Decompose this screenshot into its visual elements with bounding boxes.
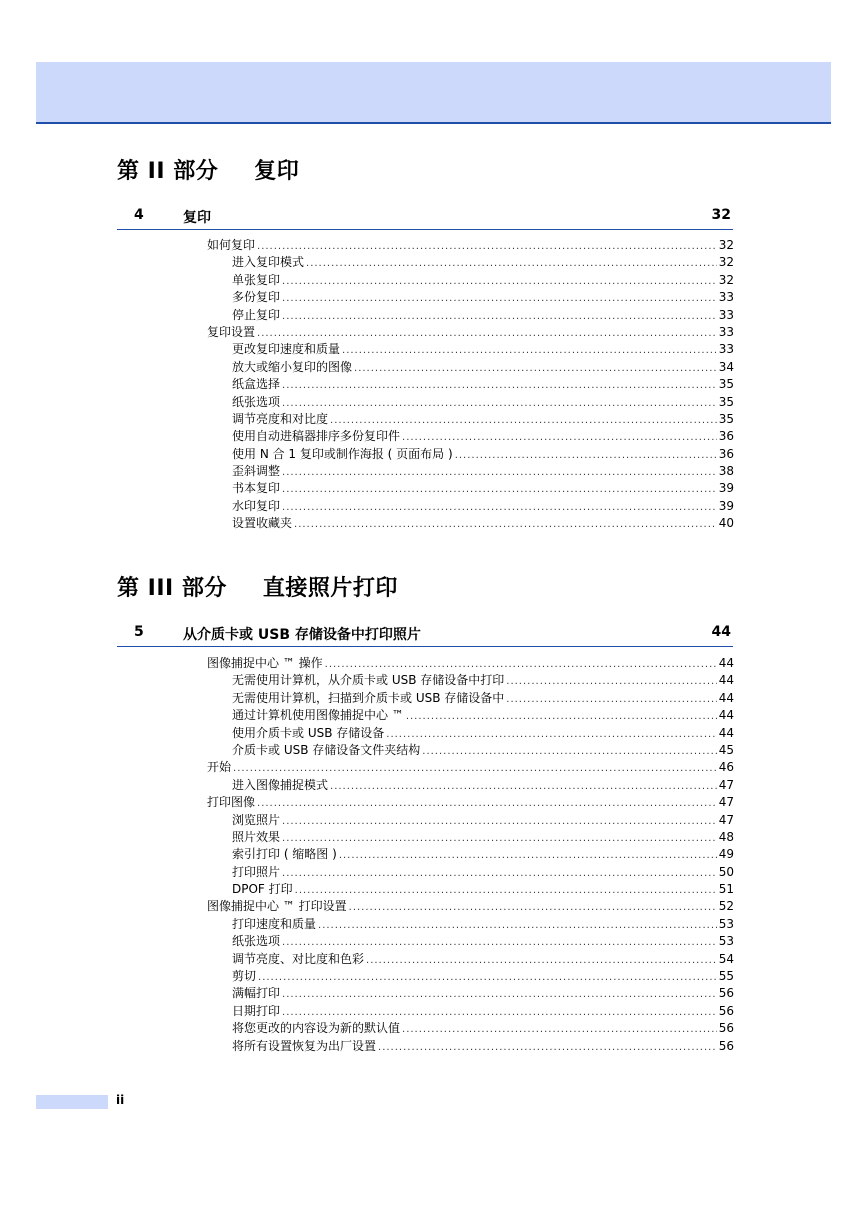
toc-entry-page: 47: [718, 777, 734, 792]
part3-title: 直接照片打印: [262, 576, 398, 601]
toc-entry[interactable]: [207, 933, 734, 950]
toc-entry[interactable]: [207, 759, 734, 776]
toc-entry-title: 纸张选项: [232, 394, 281, 409]
toc-entry-title: 书本复印: [232, 481, 281, 496]
toc-entry[interactable]: [207, 829, 734, 846]
chapter-number: 5: [134, 624, 144, 640]
toc-entry[interactable]: [207, 1003, 734, 1020]
toc-entry-title: 图像捕捉中心 ™ 打印设置: [207, 899, 347, 914]
dot-leader: [233, 760, 717, 777]
toc-entry-title: 将您更改的内容设为新的默认值: [232, 1021, 401, 1036]
dot-leader: [306, 255, 717, 272]
toc-entry-page: 39: [718, 481, 734, 496]
toc-entry-title: 歪斜调整: [232, 464, 281, 479]
toc-entry-page: 32: [718, 272, 734, 287]
toc-entry[interactable]: [207, 742, 734, 759]
toc-entry-title: 停止复印: [232, 307, 281, 322]
dot-leader: [257, 238, 717, 255]
dot-leader: [366, 952, 717, 969]
toc-entry[interactable]: [207, 341, 734, 358]
toc-entry[interactable]: [207, 515, 734, 532]
toc-entry-page: 56: [718, 1021, 734, 1036]
toc-entry-page: 44: [718, 725, 734, 740]
toc-entry-page: 48: [718, 829, 734, 844]
toc-entry-title: 打印速度和质量: [232, 916, 317, 931]
dot-leader: [318, 917, 717, 934]
dot-leader: [330, 412, 717, 429]
dot-leader: [330, 778, 717, 795]
toc-entry-page: 36: [718, 446, 734, 461]
toc-entry-page: 45: [718, 742, 734, 757]
toc-entry[interactable]: [207, 376, 734, 393]
dot-leader: [282, 395, 717, 412]
dot-leader: [282, 986, 717, 1003]
dot-leader: [295, 882, 717, 899]
chapter-5-heading[interactable]: [117, 624, 733, 647]
toc-entry[interactable]: [207, 725, 734, 742]
toc-entry[interactable]: [207, 254, 734, 271]
toc-entry-page: 56: [718, 1003, 734, 1018]
toc-entry-title: 进入图像捕捉模式: [232, 777, 329, 792]
toc-entry-page: 35: [718, 411, 734, 426]
toc-entry-page: 33: [718, 307, 734, 322]
toc-entry[interactable]: [207, 394, 734, 411]
toc-entry-page: 47: [718, 812, 734, 827]
toc-entry-page: 38: [718, 464, 734, 479]
toc-entry[interactable]: [207, 428, 734, 445]
toc-entry-page: 33: [718, 324, 734, 339]
header-band: [36, 62, 831, 124]
chapter-page: 32: [711, 207, 731, 223]
chapter-4-heading[interactable]: [117, 207, 733, 230]
toc-entry-title: 浏览照片: [232, 812, 281, 827]
toc-entry-title: 介质卡或 USB 存储设备文件夹结构: [232, 742, 421, 757]
toc-entry-title: 满幅打印: [232, 986, 281, 1001]
toc-list-part3: [207, 655, 734, 1055]
part3-heading: [117, 571, 398, 602]
part2-label: 第 II 部分: [117, 159, 219, 184]
toc-entry[interactable]: [207, 707, 734, 724]
toc-entry-title: 多份复印: [232, 290, 281, 305]
dot-leader: [282, 377, 717, 394]
toc-entry-page: 32: [718, 238, 734, 252]
toc-entry[interactable]: [207, 324, 734, 341]
toc-entry[interactable]: [207, 812, 734, 829]
toc-list-part2: [207, 237, 734, 533]
toc-entry-title: 将所有设置恢复为出厂设置: [232, 1038, 377, 1053]
dot-leader: [294, 516, 717, 533]
toc-entry-title: 日期打印: [232, 1003, 281, 1018]
toc-entry-page: 35: [718, 394, 734, 409]
toc-entry-title: 无需使用计算机，从介质卡或 USB 存储设备中打印: [232, 673, 505, 688]
dot-leader: [354, 360, 717, 377]
dot-leader: [258, 969, 717, 986]
toc-entry-title: 使用介质卡或 USB 存储设备: [232, 725, 385, 740]
toc-entry[interactable]: [207, 951, 734, 968]
dot-leader: [282, 1004, 717, 1021]
dot-leader: [422, 743, 716, 760]
dot-leader: [342, 342, 717, 359]
dot-leader: [349, 899, 717, 916]
toc-entry[interactable]: [207, 307, 734, 324]
part3-label: 第 III 部分: [117, 576, 227, 601]
dot-leader: [282, 464, 717, 481]
toc-entry[interactable]: [207, 411, 734, 428]
toc-entry[interactable]: [207, 672, 734, 689]
toc-entry-title: 放大或缩小复印的图像: [232, 359, 353, 374]
toc-entry-page: 44: [718, 656, 734, 670]
toc-entry[interactable]: [207, 1038, 734, 1055]
toc-entry-page: 46: [718, 760, 734, 775]
dot-leader: [402, 429, 717, 446]
dot-leader: [282, 273, 717, 290]
toc-entry-page: 34: [718, 359, 734, 374]
toc-entry-title: 使用自动进稿器排序多份复印件: [232, 429, 401, 444]
toc-entry[interactable]: [207, 690, 734, 707]
dot-leader: [339, 847, 717, 864]
toc-entry-page: 49: [718, 847, 734, 862]
dot-leader: [378, 1039, 717, 1056]
toc-entry-page: 52: [718, 899, 734, 914]
dot-leader: [506, 691, 716, 708]
toc-entry[interactable]: [207, 968, 734, 985]
toc-entry-title: 调节亮度和对比度: [232, 411, 329, 426]
toc-entry-page: 50: [718, 864, 734, 879]
toc-entry-title: 设置收藏夹: [232, 516, 293, 531]
toc-entry[interactable]: [207, 916, 734, 933]
toc-entry-title: 纸盒选择: [232, 377, 281, 392]
dot-leader: [282, 290, 717, 307]
toc-entry-page: 54: [718, 951, 734, 966]
toc-entry-title: 剪切: [232, 969, 257, 984]
toc-entry[interactable]: [207, 237, 734, 254]
toc-entry[interactable]: [207, 655, 734, 672]
toc-entry-title: 开始: [207, 760, 232, 775]
footer-band: [36, 1095, 108, 1109]
toc-entry-page: 44: [718, 673, 734, 688]
toc-entry[interactable]: [207, 846, 734, 863]
toc-entry[interactable]: [207, 985, 734, 1002]
toc-entry-page: 36: [718, 429, 734, 444]
dot-leader: [282, 308, 717, 325]
toc-entry-page: 33: [718, 342, 734, 357]
toc-entry[interactable]: [207, 289, 734, 306]
toc-entry[interactable]: [207, 498, 734, 515]
toc-entry[interactable]: [207, 881, 734, 898]
chapter-title: 从介质卡或 USB 存储设备中打印照片: [183, 627, 421, 643]
toc-entry-page: 40: [718, 516, 734, 531]
toc-entry-page: 56: [718, 1038, 734, 1053]
toc-entry-page: 55: [718, 969, 734, 984]
dot-leader: [402, 1021, 717, 1038]
toc-entry-page: 44: [718, 708, 734, 723]
toc-entry[interactable]: [207, 272, 734, 289]
dot-leader: [386, 726, 716, 743]
dot-leader: [282, 934, 717, 951]
toc-entry[interactable]: [207, 864, 734, 881]
toc-entry[interactable]: [207, 777, 734, 794]
toc-entry-page: 33: [718, 290, 734, 305]
toc-entry-title: 如何复印: [207, 238, 256, 252]
toc-entry-page: 44: [718, 690, 734, 705]
dot-leader: [406, 708, 717, 725]
toc-entry-title: 无需使用计算机，扫描到介质卡或 USB 存储设备中: [232, 690, 505, 705]
toc-entry[interactable]: [207, 446, 734, 463]
toc-entry-title: 照片效果: [232, 829, 281, 844]
part2-heading: [117, 154, 299, 185]
chapter-number: 4: [134, 207, 144, 223]
toc-entry-title: 打印图像: [207, 795, 256, 810]
page-number: ii: [116, 1093, 125, 1107]
toc-entry-page: 35: [718, 377, 734, 392]
toc-entry-page: 39: [718, 498, 734, 513]
toc-entry-title: 纸张选项: [232, 934, 281, 949]
toc-entry-title: 通过计算机使用图像捕捉中心 ™: [232, 708, 404, 723]
toc-entry-title: 图像捕捉中心 ™ 操作: [207, 656, 323, 670]
toc-entry-page: 32: [718, 255, 734, 270]
toc-entry[interactable]: [207, 1020, 734, 1037]
toc-entry[interactable]: [207, 794, 734, 811]
dot-leader: [282, 499, 717, 516]
toc-entry-page: 53: [718, 916, 734, 931]
toc-entry[interactable]: [207, 480, 734, 497]
toc-entry-title: 调节亮度、对比度和色彩: [232, 951, 365, 966]
toc-entry-title: 索引打印 ( 缩略图 ): [232, 847, 337, 862]
toc-entry-title: 水印复印: [232, 498, 281, 513]
dot-leader: [282, 865, 717, 882]
toc-entry-title: 使用 N 合 1 复印或制作海报 ( 页面布局 ): [232, 446, 453, 461]
part2-title: 复印: [254, 159, 300, 184]
dot-leader: [257, 325, 717, 342]
dot-leader: [282, 481, 717, 498]
toc-entry-page: 56: [718, 986, 734, 1001]
toc-entry-title: 打印照片: [232, 864, 281, 879]
toc-entry-page: 47: [718, 795, 734, 810]
toc-entry[interactable]: [207, 359, 734, 376]
chapter-title: 复印: [183, 210, 211, 226]
toc-entry-title: 更改复印速度和质量: [232, 342, 341, 357]
chapter-page: 44: [711, 624, 731, 640]
toc-entry-title: 单张复印: [232, 272, 281, 287]
toc-entry-title: 进入复印模式: [232, 255, 305, 270]
dot-leader: [506, 673, 716, 690]
toc-entry-title: DPOF 打印: [232, 882, 293, 897]
toc-entry[interactable]: [207, 898, 734, 915]
toc-entry-page: 53: [718, 934, 734, 949]
dot-leader: [325, 656, 717, 673]
toc-entry-page: 51: [718, 882, 734, 897]
dot-leader: [257, 795, 717, 812]
dot-leader: [282, 830, 717, 847]
dot-leader: [282, 813, 717, 830]
toc-entry-title: 复印设置: [207, 324, 256, 339]
toc-entry[interactable]: [207, 463, 734, 480]
dot-leader: [455, 447, 717, 464]
